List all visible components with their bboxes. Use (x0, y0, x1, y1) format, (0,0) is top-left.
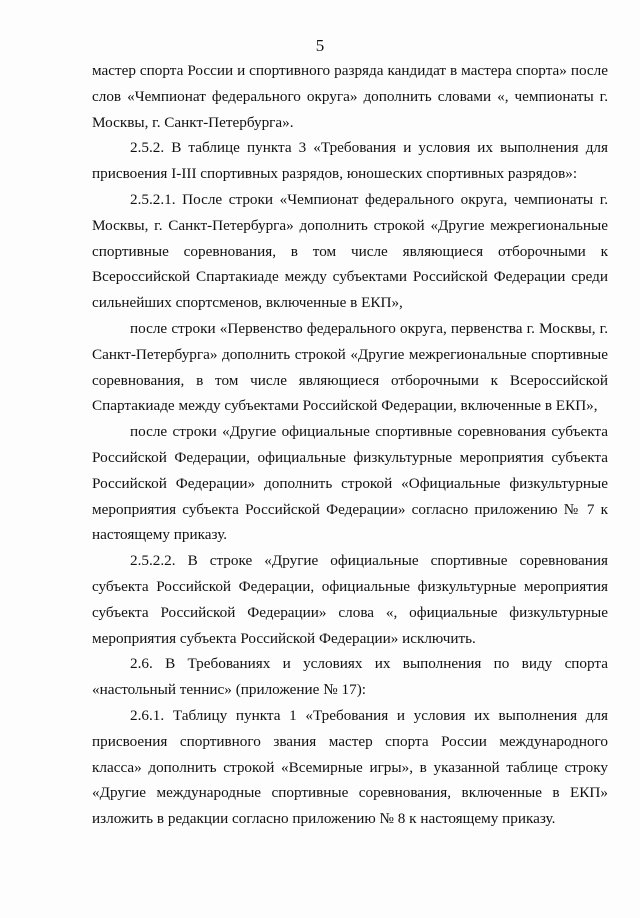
paragraph-2-6: 2.6. В Требованиях и условиях их выполнения по виду спорта «настольный теннис» (приложение № 17): (92, 655, 608, 699)
page-number: 5 (315, 36, 325, 55)
document-body (92, 58, 608, 832)
paragraph-1: мастер спорта России и спортивного разряда кандидат в мастера спорта» после слов «Чемпионат федерального округа» дополнить словами «, чемпионаты г. Москвы, г. Санкт-Петербурга». (92, 62, 608, 131)
paragraph-2-6-1: 2.6.1. Таблицу пункта 1 «Требования и условия их выполнения для присвоения спортивного звания мастер спорта России международного класса» дополнить строкой «Всемирные игры», в указанной таблице строку «Другие международные спортивные соревнования, включенные в ЕКП» изложить в редакции согласно приложению № 8 к настоящему приказу. (92, 706, 608, 828)
paragraph-after-official-competitions-row: после строки «Другие официальные спортивные соревнования субъекта Российской Федерации, официальные физкультурные мероприятия субъекта Российской Федерации» дополнить строкой «Официальные физкультурные мероприятия субъекта Российской Федерации» согласно приложению № 7 к настоящему приказу. (92, 423, 608, 544)
paragraph-after-first-division-row: после строки «Первенство федерального округа, первенства г. Москвы, г. Санкт-Петербурга» дополнить строкой «Другие межрегиональные спортивные соревнования, в том числе являющиеся отборочными к Всероссийской Спартакиаде между субъектами Российской Федерации, включенные в ЕКП», (92, 319, 608, 415)
paragraph-2-5-2-2: 2.5.2.2. В строке «Другие официальные спортивные соревнования субъекта Российской Федерации, официальные физкультурные мероприятия субъекта Российской Федерации» слова «, официальные физкультурные мероприятия субъекта Российской Федерации» исключить. (92, 552, 608, 647)
paragraph-2-5-2: 2.5.2. В таблице пункта 3 «Требования и условия их выполнения для присвоения I-III спортивных разрядов, юношеских спортивных разрядов»: (92, 139, 608, 183)
paragraph-2-5-2-1: 2.5.2.1. После строки «Чемпионат федерального округа, чемпионаты г. Москвы, г. Санкт-Петербурга» дополнить строкой «Другие межрегиональные спортивные соревнования, в том числе являющиеся отборочными к Всероссийской Спартакиаде между субъектами Российской Федерации среди сильнейших спортсменов, включенные в ЕКП», (92, 190, 608, 312)
